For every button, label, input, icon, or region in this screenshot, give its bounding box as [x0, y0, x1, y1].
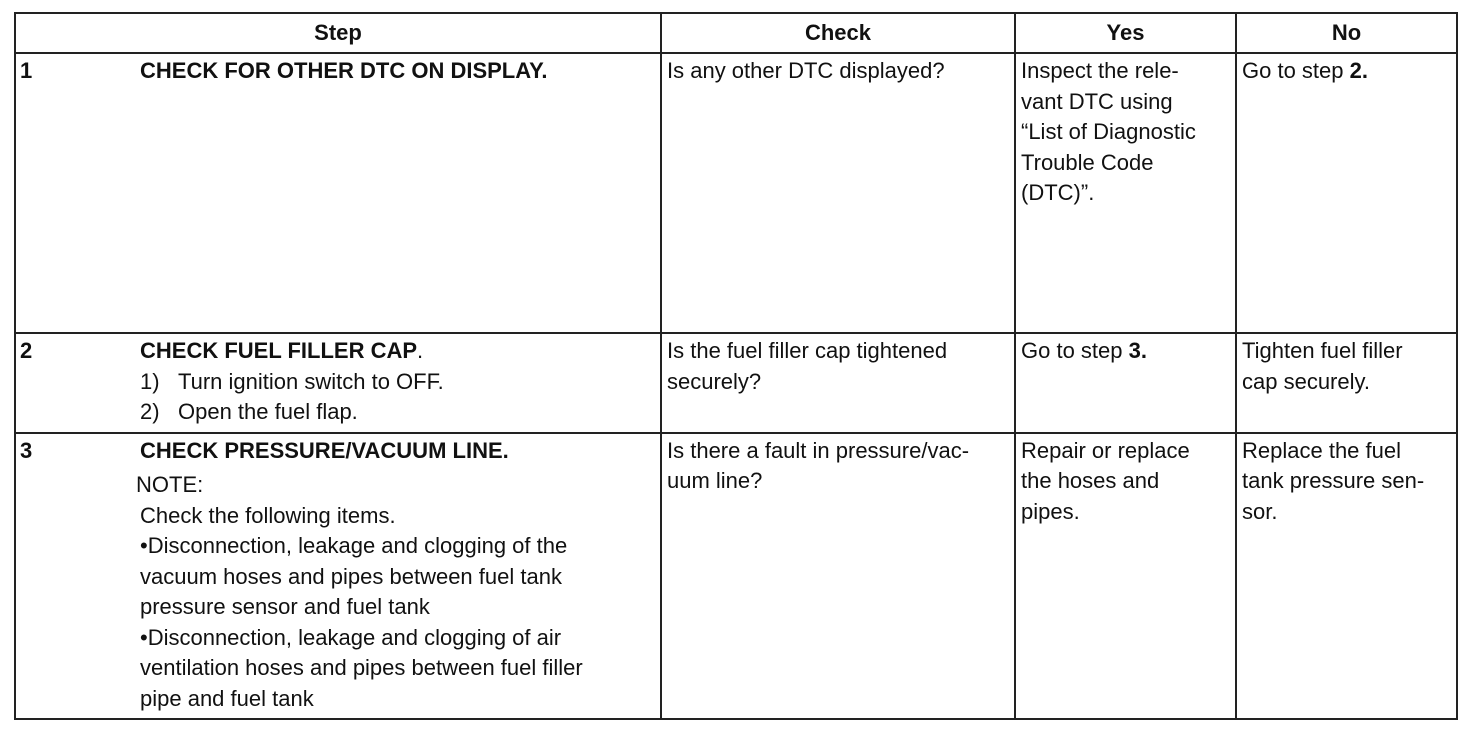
header-no: No	[1236, 13, 1457, 53]
note-line: vacuum hoses and pipes between fuel tank	[140, 563, 562, 589]
step-cell	[15, 53, 661, 333]
sub-step-text: Open the fuel flap.	[178, 399, 358, 424]
table-row	[15, 433, 1457, 720]
text-line: “List of Diagnostic	[1021, 119, 1196, 144]
note-line: pressure sensor and fuel tank	[140, 594, 430, 619]
check-text	[662, 334, 1014, 401]
table-row	[15, 53, 1457, 333]
text-line: securely?	[667, 368, 762, 394]
list-item	[140, 367, 652, 398]
text-line: pipes.	[1021, 498, 1080, 524]
yes-text	[1016, 434, 1235, 532]
list-item	[140, 397, 652, 428]
yes-cell	[1015, 433, 1236, 720]
no-text	[1237, 54, 1456, 91]
header-check: Check	[661, 13, 1015, 53]
go-to-step-text: Go to step	[1242, 58, 1350, 83]
yes-text	[1016, 334, 1235, 371]
yes-cell	[1015, 333, 1236, 433]
text-line: vant DTC using	[1021, 88, 1173, 114]
text-line: Is there a fault in pressure/vac-	[667, 437, 970, 463]
note-line: pipe and fuel tank	[140, 685, 314, 711]
text-line: Repair or replace	[1021, 437, 1190, 463]
yes-text	[1016, 54, 1235, 213]
text-line: uum line?	[667, 468, 763, 493]
check-text: Is any other DTC displayed?	[667, 58, 945, 83]
sub-step-index: 1)	[140, 368, 160, 394]
sub-step-list	[140, 367, 652, 428]
step-title-line	[140, 336, 652, 367]
yes-cell	[1015, 53, 1236, 333]
diagnostic-table	[14, 12, 1458, 720]
step-number: 2	[20, 338, 33, 363]
sub-step-index: 2)	[140, 399, 160, 424]
step-title-suffix: .	[417, 338, 424, 363]
no-cell	[1236, 433, 1457, 720]
text-line: Trouble Code	[1021, 149, 1154, 175]
text-line: the hoses and	[1021, 468, 1160, 493]
step-reference: 3.	[1128, 338, 1147, 363]
step-cell	[15, 333, 661, 433]
text-line: Inspect the rele-	[1021, 58, 1179, 83]
step-number: 3	[20, 437, 33, 463]
step-number: 1	[20, 58, 33, 83]
no-cell	[1236, 53, 1457, 333]
text-line: tank pressure sen-	[1242, 468, 1425, 493]
check-cell	[661, 433, 1015, 720]
note-line: •Disconnection, leakage and clogging of air	[140, 624, 562, 650]
table-row	[15, 333, 1457, 433]
step-reference: 2.	[1349, 58, 1368, 83]
note-line: Check the following items.	[140, 502, 396, 528]
text-line: Replace the fuel	[1242, 437, 1401, 463]
check-text	[662, 434, 1014, 501]
sub-step-text: Turn ignition switch to OFF.	[178, 368, 444, 394]
note-line: •Disconnection, leakage and clogging of the	[140, 533, 568, 558]
check-cell	[661, 333, 1015, 433]
text-line: Tighten fuel filler	[1242, 338, 1403, 363]
no-cell	[1236, 333, 1457, 433]
text-line: Is the fuel filler cap tightened	[667, 338, 948, 363]
step-title: CHECK FOR OTHER DTC ON DISPLAY.	[140, 58, 548, 83]
step-cell	[15, 433, 661, 720]
go-to-step-text: Go to step	[1021, 338, 1129, 363]
header-step: Step	[15, 13, 661, 53]
no-text	[1237, 434, 1456, 532]
text-line: (DTC)”.	[1021, 180, 1095, 205]
step-title: CHECK FUEL FILLER CAP	[140, 338, 418, 363]
no-text	[1237, 334, 1456, 401]
text-line: sor.	[1242, 498, 1278, 524]
header-yes: Yes	[1015, 13, 1236, 53]
note-label: NOTE:	[136, 472, 204, 497]
note-line: ventilation hoses and pipes between fuel filler	[140, 655, 583, 680]
text-line: cap securely.	[1242, 368, 1370, 394]
table-header-row	[15, 13, 1457, 53]
step-title: CHECK PRESSURE/VACUUM LINE.	[140, 437, 509, 463]
check-cell	[661, 53, 1015, 333]
